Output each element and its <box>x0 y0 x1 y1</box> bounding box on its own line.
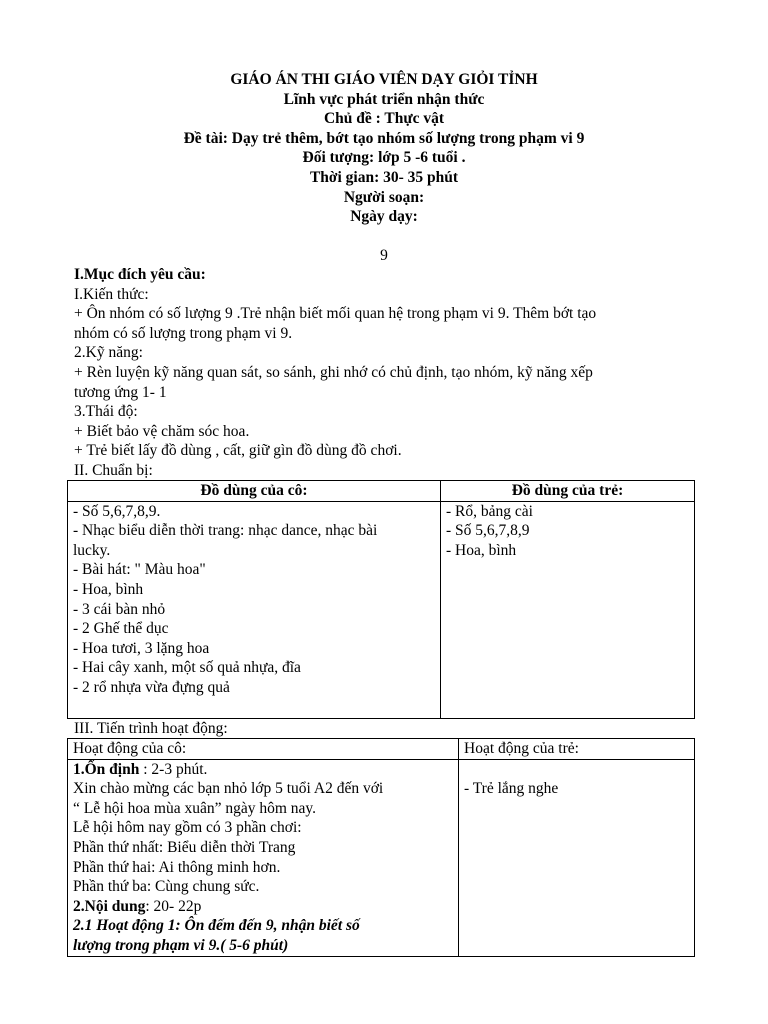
attitude-line-1: + Biết bảo vệ chăm sóc hoa. <box>74 422 250 440</box>
activities-table <box>67 738 695 957</box>
skills-title: 2.Kỹ năng: <box>74 344 143 362</box>
materials-table <box>67 480 695 719</box>
attitude-title: 3.Thái độ: <box>74 403 138 421</box>
date-line: Ngày dạy: <box>350 208 418 226</box>
teacher-materials-cell <box>68 501 441 718</box>
activities-header-child: Hoạt động của trẻ: <box>459 739 695 760</box>
teacher-material-item: - 2 Ghế thể dục <box>73 620 169 638</box>
materials-body-row <box>68 501 695 718</box>
teacher-material-item: - Nhạc biểu diễn thời trang: nhạc dance, nhạc bài <box>73 522 378 540</box>
child-material-item: - Rổ, bảng cài <box>446 502 533 520</box>
topic-line: Chủ đề : Thực vật <box>323 110 445 128</box>
festival-part-1: Phần thứ nhất: Biểu diễn thời Trang <box>73 838 296 856</box>
author-line: Người soạn: <box>343 188 425 206</box>
festival-part-3: Phần thứ ba: Cùng chung sức. <box>73 878 260 896</box>
materials-header-child: Đồ dùng của trẻ: <box>441 481 695 502</box>
knowledge-title: I.Kiến thức: <box>74 285 149 303</box>
activities-header-row <box>68 739 695 760</box>
duration-line: Thời gian: 30- 35 phút <box>309 168 459 186</box>
content-time: : 20- 22p <box>145 897 202 915</box>
section-title-objectives: I.Mục đích yêu cầu: <box>74 266 206 283</box>
skills-line-1: + Rèn luyện kỹ năng quan sát, so sánh, ghi nhớ có chủ định, tạo nhóm, kỹ năng xếp <box>74 363 593 381</box>
document-header <box>0 70 768 227</box>
audience-line: Đối tượng: lớp 5 -6 tuổi . <box>302 149 466 167</box>
activity-1-line-2: lượng trong phạm vi 9.( 5-6 phút) <box>73 936 289 954</box>
teacher-material-item: - 3 cái bàn nhỏ <box>73 600 166 618</box>
child-material-item: - Số 5,6,7,8,9 <box>446 522 530 540</box>
teacher-material-item: lucky. <box>73 541 111 559</box>
teacher-activities-cell <box>68 759 459 956</box>
subject-line: Đề tài: Dạy trẻ thêm, bớt tạo nhóm số lượng trong phạm vi 9 <box>183 129 585 147</box>
section-title-activities: III. Tiến trình hoạt động: <box>74 720 228 737</box>
materials-header-row <box>68 481 695 502</box>
greeting-line-1: Xin chào mừng các bạn nhỏ lớp 5 tuổi A2 đến với <box>73 780 384 798</box>
knowledge-line-1: + Ôn nhóm có số lượng 9 .Trẻ nhận biết mối quan hệ trong phạm vi 9. Thêm bớt tạo <box>74 305 597 323</box>
greeting-line-2: “ Lễ hội hoa mùa xuân” ngày hôm nay. <box>73 799 317 817</box>
content-label: 2.Nội dung <box>73 897 146 915</box>
activities-body-row <box>68 759 695 956</box>
festival-part-2: Phần thứ hai: Ai thông minh hơn. <box>73 858 281 876</box>
teacher-material-item: - Hoa, bình <box>73 580 144 598</box>
page-number: 9 <box>380 247 388 264</box>
field-line: Lĩnh vực phát triển nhận thức <box>283 90 485 108</box>
stabilize-time: : 2-3 phút. <box>139 760 208 778</box>
child-response: - Trẻ lắng nghe <box>464 780 559 798</box>
objectives-section <box>74 265 694 481</box>
knowledge-line-2: nhóm có số lượng trong phạm vi 9. <box>74 324 293 342</box>
activity-1-line-1: 2.1 Hoạt động 1: Ôn đếm đến 9, nhận biết số <box>73 917 360 935</box>
teacher-material-item: - Số 5,6,7,8,9. <box>73 502 161 520</box>
content-line <box>73 897 453 917</box>
child-activity-blank <box>464 760 689 780</box>
child-activities-cell <box>459 759 695 956</box>
skills-line-2: tương ứng 1- 1 <box>74 383 167 401</box>
activities-header-teacher: Hoạt động của cô: <box>68 739 459 760</box>
document-title: GIÁO ÁN THI GIÁO VIÊN DẠY GIỎI TỈNH <box>230 71 538 88</box>
teacher-material-item: - 2 rổ nhựa vừa đựng quả <box>73 678 230 696</box>
child-materials-cell <box>441 501 695 718</box>
stabilize-line <box>73 760 453 780</box>
child-material-item: - Hoa, bình <box>446 541 517 559</box>
festival-intro: Lễ hội hôm nay gồm có 3 phần chơi: <box>73 819 302 837</box>
teacher-material-item: - Bài hát: " Màu hoa" <box>73 561 206 579</box>
stabilize-label: 1.Ổn định <box>73 760 140 778</box>
attitude-line-2: + Trẻ biết lấy đồ dùng , cất, giữ gìn đồ dùng đồ chơi. <box>74 442 402 460</box>
teacher-material-item: - Hoa tươi, 3 lặng hoa <box>73 639 210 657</box>
section-title-preparation: II. Chuẩn bị: <box>74 461 153 479</box>
materials-header-teacher: Đồ dùng của cô: <box>68 481 441 502</box>
teacher-material-item: - Hai cây xanh, một số quả nhựa, đĩa <box>73 659 301 677</box>
